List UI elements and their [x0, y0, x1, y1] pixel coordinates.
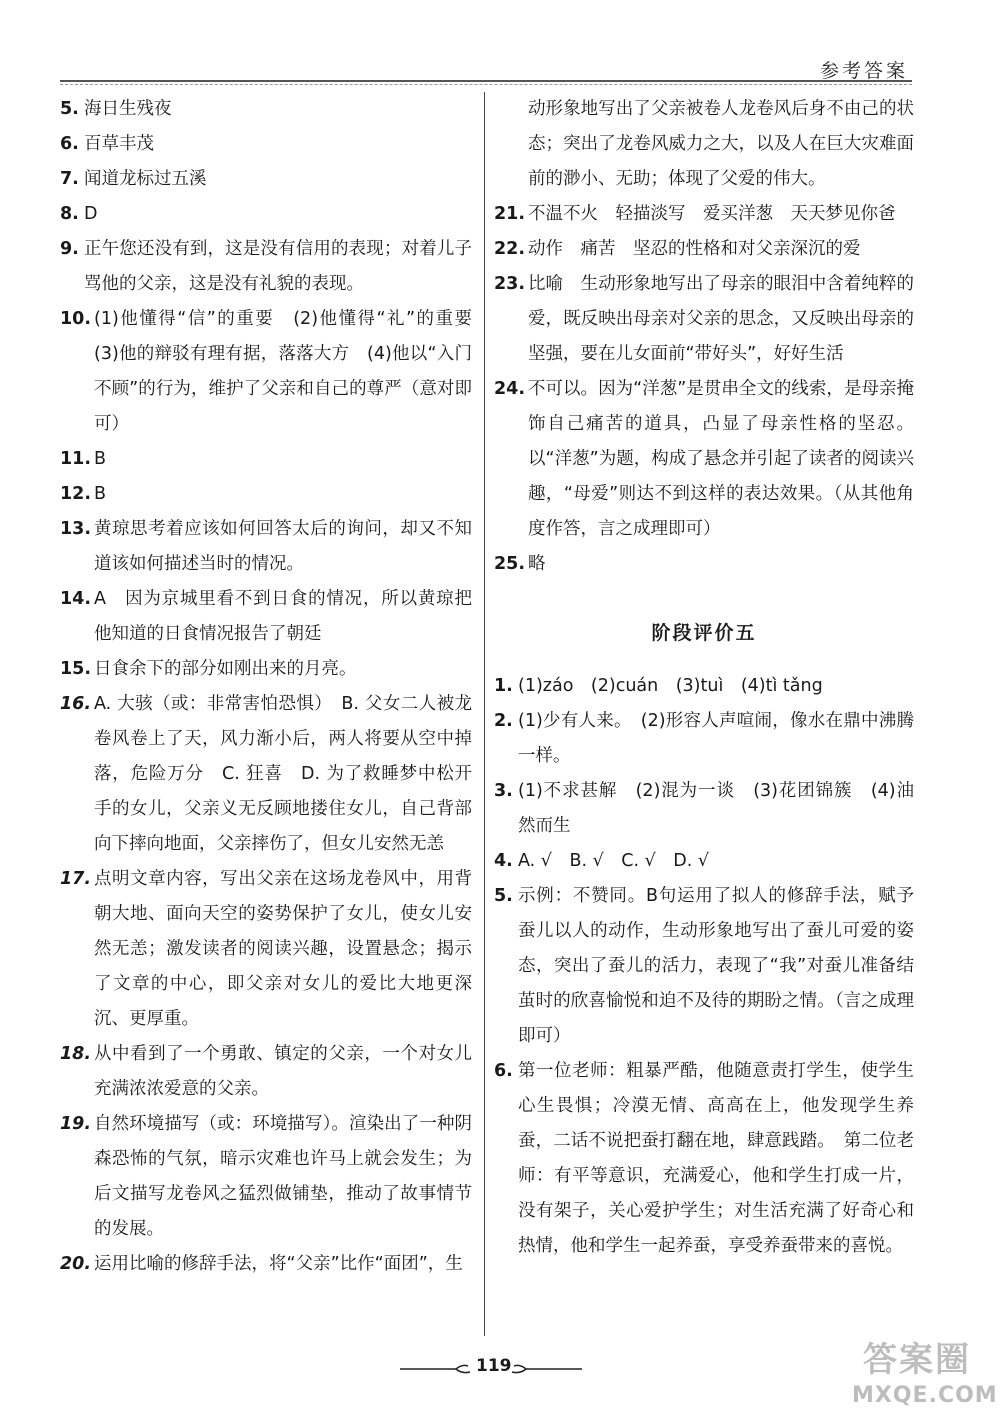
- answer-item: [494, 547, 914, 582]
- answer-number: 20.: [60, 1254, 92, 1274]
- answer-item: [60, 92, 472, 127]
- answer-number: 5.: [60, 99, 79, 119]
- page-number: 119: [476, 1356, 512, 1376]
- answer-text: 略: [528, 554, 546, 574]
- answer-number: 17.: [60, 869, 92, 889]
- section-title: 阶段评价五: [651, 622, 757, 644]
- answer-text: 海日生残夜: [84, 99, 172, 119]
- answer-number: 6.: [60, 134, 79, 154]
- answer-number: 10.: [60, 309, 92, 329]
- answer-number: 16.: [60, 694, 92, 714]
- answer-text: 点明文章内容，写出父亲在这场龙卷风中，用背朝大地、面向天空的姿势保护了女儿，使女儿安然无恙；激发读者的阅读兴趣，设置悬念；揭示了文章的中心，即父亲对女儿的爱比大地更深沉、更厚重。: [94, 869, 472, 1029]
- answer-number: 22.: [494, 239, 526, 259]
- answer-item: [494, 879, 914, 1054]
- answer-item: [494, 844, 914, 879]
- section-answer-list: [494, 669, 914, 1264]
- answer-item: [60, 582, 472, 652]
- answer-text: 示例：不赞同。B句运用了拟人的修辞手法，赋予蚕儿以人的动作，生动形象地写出了蚕儿可爱的姿态，突出了蚕儿的活力，表现了“我”对蚕儿准备结茧时的欣喜愉悦和迫不及待的期盼之情。（言之成理即可）: [518, 886, 914, 1046]
- answer-text: 不温不火 轻描淡写 爱买洋葱 天天梦见你爸: [528, 204, 896, 224]
- answer-item: [494, 232, 914, 267]
- answer-text: D: [84, 204, 98, 224]
- answer-item: [60, 477, 472, 512]
- answer-item: [60, 442, 472, 477]
- answer-number: 15.: [60, 659, 92, 679]
- answer-text: A. √ B. √ C. √ D. √: [518, 851, 709, 871]
- answer-text: B: [94, 449, 107, 469]
- answer-item: [494, 669, 914, 704]
- page-ornament-left: [400, 1364, 472, 1374]
- answer-number: 23.: [494, 274, 526, 294]
- answer-item: [494, 197, 914, 232]
- answer-item: [494, 267, 914, 372]
- page-ornament-right: [510, 1364, 582, 1374]
- answer-text: (1)不求甚解 (2)混为一谈 (3)花团锦簇 (4)油然而生: [518, 781, 914, 836]
- answer-number: 1.: [494, 676, 513, 696]
- answer-number: 11.: [60, 449, 92, 469]
- answer-text: 黄琼思考着应该如何回答太后的询问，却又不知道该如何描述当时的情况。: [94, 519, 472, 574]
- watermark-logo: [852, 1338, 998, 1418]
- answer-text: 第一位老师：粗暴严酷，他随意责打学生，使学生心生畏惧；冷漠无情、高高在上，他发现学生养蚕，二话不说把蚕打翻在地，肆意践踏。 第二位老师：有平等意识，充满爱心，他和学生打成一片，没有架子，关心爱护学生；对生活充满了好奇心和热情，他和学生一起养蚕，享受养蚕带来的喜悦。: [518, 1061, 914, 1256]
- left-answer-list: [60, 92, 490, 1282]
- answer-text: (1)他懂得“信”的重要 (2)他懂得“礼”的重要 (3)他的辩驳有理有据，落落大方 (4)他以“入门不顾”的行为，维护了父亲和自己的尊严（意对即可）: [94, 309, 490, 434]
- answer-number: 13.: [60, 519, 92, 539]
- answer-text: 不可以。因为“洋葱”是贯串全文的线索，是母亲掩饰自己痛苦的道具，凸显了母亲性格的坚忍。以“洋葱”为题，构成了悬念并引起了读者的阅读兴趣，“母爱”则达不到这样的表达效果。（从其他角度作答，言之成理即可）: [528, 379, 914, 539]
- answer-number: 6.: [494, 1061, 513, 1081]
- answer-number: 21.: [494, 204, 526, 224]
- answer-item: [60, 687, 472, 862]
- header-rule: [60, 80, 912, 85]
- answer-number: 25.: [494, 554, 526, 574]
- answer-number: 7.: [60, 169, 79, 189]
- watermark-line2: MXQE.COM: [852, 1383, 998, 1408]
- right-answer-list: [494, 197, 914, 582]
- answer-number: 2.: [494, 711, 513, 731]
- answer-text: 自然环境描写（或：环境描写）。渲染出了一种阴森恐怖的气氛，暗示灾难也许马上就会发生；为后文描写龙卷风之猛烈做铺垫，推动了故事情节的发展。: [94, 1114, 472, 1239]
- answer-item: [60, 1107, 472, 1247]
- answer-text: 运用比喻的修辞手法，将“父亲”比作“面团”，生: [94, 1254, 463, 1274]
- answer-text: 动作 痛苦 坚忍的性格和对父亲深沉的爱: [528, 239, 861, 259]
- continuation-paragraph: [494, 92, 914, 197]
- answer-text: (1)少有人来。 (2)形容人声喧闹，像水在鼎中沸腾一样。: [518, 711, 914, 766]
- answer-number: 24.: [494, 379, 526, 399]
- answer-number: 8.: [60, 204, 79, 224]
- answer-text: 日食余下的部分如刚出来的月亮。: [94, 659, 357, 679]
- answer-item: [60, 1247, 472, 1282]
- answer-item: [494, 1054, 914, 1264]
- answer-item: [60, 512, 472, 582]
- answer-number: 19.: [60, 1114, 92, 1134]
- answer-number: 12.: [60, 484, 92, 504]
- answer-item: [60, 232, 472, 302]
- continuation-text: 动形象地写出了父亲被卷人龙卷风后身不由己的状态；突出了龙卷风威力之大，以及人在巨大灾难面前的渺小、无助；体现了父爱的伟大。: [528, 99, 914, 189]
- answer-text: A 因为京城里看不到日食的情况，所以黄琼把他知道的日食情况报告了朝廷: [94, 589, 472, 644]
- answer-item: [494, 774, 914, 844]
- answer-text: 从中看到了一个勇敢、镇定的父亲，一个对女儿充满浓浓爱意的父亲。: [94, 1044, 472, 1099]
- answer-item: [60, 652, 472, 687]
- answer-item: [60, 197, 472, 232]
- answer-item: [60, 302, 490, 442]
- answer-item: [60, 162, 472, 197]
- header-title: 参考答案: [819, 60, 908, 82]
- answer-item: [494, 372, 914, 547]
- answer-number: 9.: [60, 239, 79, 259]
- right-column: [494, 92, 914, 1264]
- watermark-line1: 答案圈: [863, 1340, 971, 1380]
- answer-number: 5.: [494, 886, 513, 906]
- answer-number: 14.: [60, 589, 92, 609]
- answer-text: 闻道龙标过五溪: [84, 169, 207, 189]
- left-column: [60, 92, 490, 1282]
- answer-text: B: [94, 484, 107, 504]
- answer-text: 百草丰茂: [84, 134, 154, 154]
- answer-text: A. 大骇（或：非常害怕恐惧） B. 父女二人被龙卷风卷上了天，风力渐小后，两人将要从空中掉落，危险万分 C. 狂喜 D. 为了救睡梦中松开手的女儿，父亲义无反顾地搂住女儿，自己背部向下摔向地面，父亲摔伤了，但女儿安然无恙: [94, 694, 472, 854]
- answer-text: (1)záo (2)cuán (3)tuì (4)tì tǎng: [518, 676, 823, 696]
- answer-item: [60, 127, 472, 162]
- answer-number: 4.: [494, 851, 513, 871]
- answer-item: [60, 1037, 472, 1107]
- answer-text: 比喻 生动形象地写出了母亲的眼泪中含着纯粹的爱，既反映出母亲对父亲的思念，又反映出母亲的坚强，要在儿女面前“带好头”，好好生活: [528, 274, 914, 364]
- answer-text: 正午您还没有到，这是没有信用的表现；对着儿子骂他的父亲，这是没有礼貌的表现。: [84, 239, 472, 294]
- answer-number: 18.: [60, 1044, 92, 1064]
- column-divider: [484, 92, 485, 1336]
- answer-item: [60, 862, 472, 1037]
- answer-item: [494, 704, 914, 774]
- answer-number: 3.: [494, 781, 513, 801]
